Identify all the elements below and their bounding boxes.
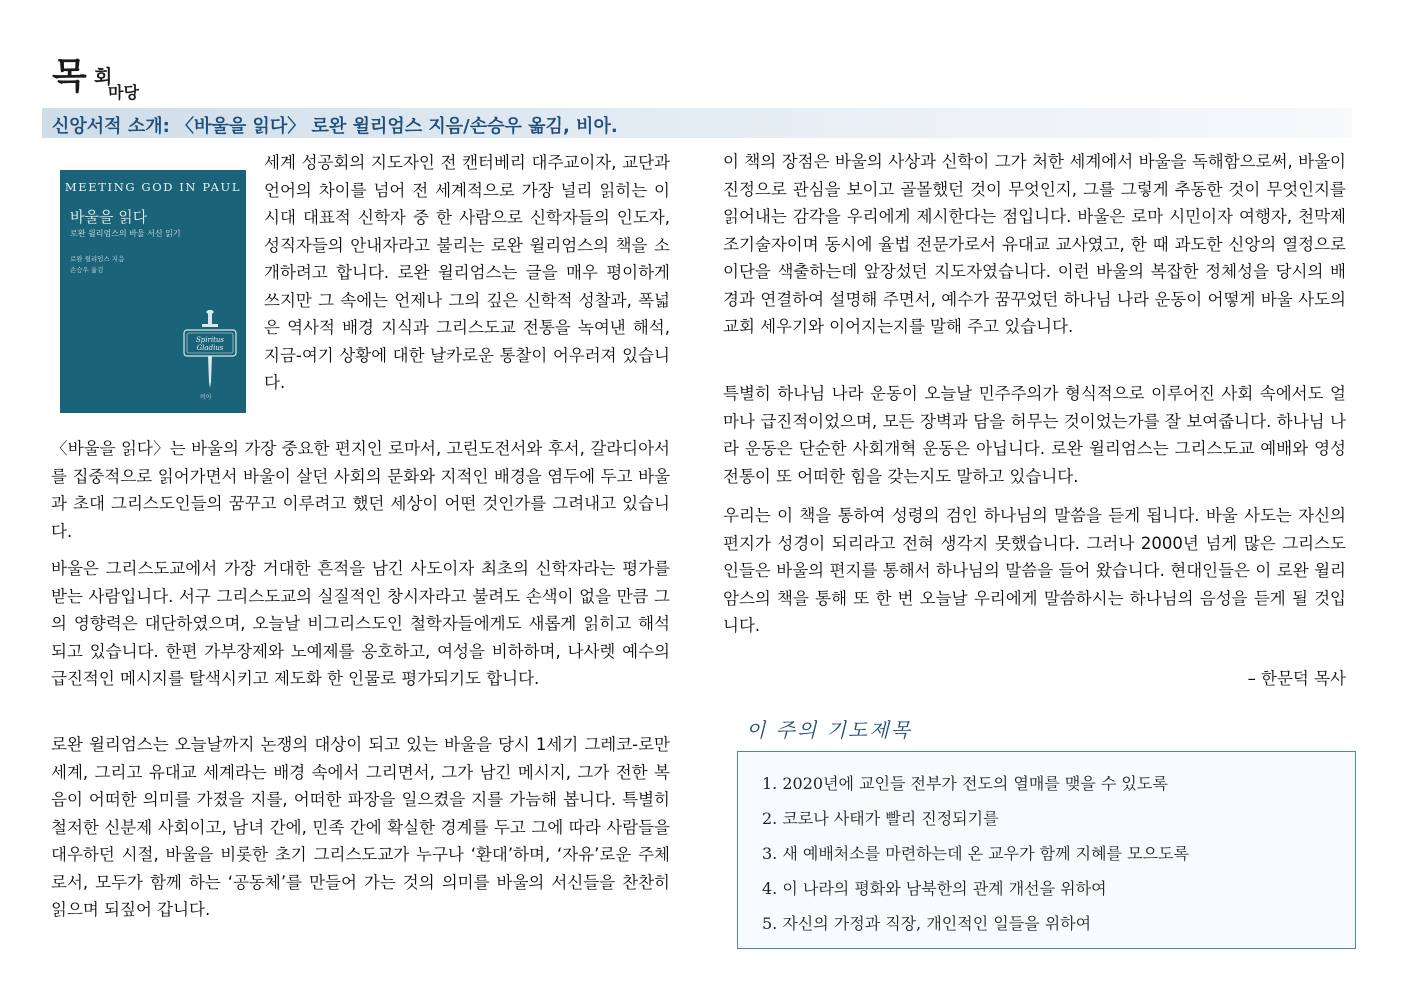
prayer-item: 5. 자신의 가정과 직장, 개인적인 일들을 위하여 xyxy=(762,914,1092,933)
logo-char-hoe: 회 xyxy=(94,66,113,88)
book-cover-title-en: MEETING GOD IN PAUL xyxy=(64,180,242,194)
book-cover-title-ko: 바울을 읽다 xyxy=(70,208,148,226)
emblem-text-spiritus: Spiritus xyxy=(195,336,225,344)
intro-paragraph: 세계 성공회의 지도자인 전 캔터베리 대주교이자, 교단과 언어의 차이를 넘어 전 세계적으로 가장 널리 읽히는 이 시대 대표적 신학자 중 한 사람으로 신학자들의 인도자, 성직자들의 안내자라고 불리는 로완 윌리엄스의 책을 소개하려고 합니다. 로완 윌리엄스는 글을 매우 평이하게 쓰지만 그 속에는 언제나 그의 깊은 신학적 성찰과, 폭넓은 역사적 배경 지식과 그리스도교 전통을 녹여낸 해석, 지금-여기 상황에 대한 날카로운 통찰이 어우러져 있습니다. xyxy=(264,153,670,392)
book-cover-image xyxy=(60,170,246,413)
sword-emblem-icon xyxy=(180,310,240,390)
prayer-item: 3. 새 예배처소를 마련하는데 온 교우가 함께 지혜를 모으도록 xyxy=(762,844,1189,863)
emblem-text-gladius: Gladius xyxy=(196,344,224,352)
right-paragraph-3: 우리는 이 책을 통하여 성령의 검인 하나님의 말씀을 듣게 됩니다. 바울 사도는 자신의 편지가 성경이 되리라고 전혀 생각지 못했습니다. 그러나 2000년 넘게 많은 그리스도인들은 바울의 편지를 통해서 하나님의 말씀을 들어 왔습니다. 현대인들은 이 로완 윌리암스의 책을 통해 또 한 번 오늘날 우리에게 말씀하시는 하나님의 음성을 듣게 될 것입니다. xyxy=(723,506,1346,635)
right-paragraph-1: 이 책의 장점은 바울의 사상과 신학이 그가 처한 세계에서 바울을 독해함으로써, 바울이 진정으로 관심을 보이고 골몰했던 것이 무엇인지, 그를 그렇게 추동한 것이 무엇인지를 읽어내는 감각을 우리에게 제시한다는 점입니다. 바울은 로마 시민이자 여행자, 천막제조기술자이며 동시에 율법 전문가로서 유대교 교사였고, 한 때 과도한 신앙의 열정으로 이단을 색출하는데 앞장섰던 지도자였습니다. 이런 바울의 복잡한 정체성을 당시의 배경과 연결하여 설명해 주면서, 예수가 꿈꾸었던 하나님 나라 운동이 어떻게 바울 사도의 교회 세우기와 이어지는지를 말해 주고 있습니다. xyxy=(723,152,1346,336)
prayer-item: 1. 2020년에 교인들 전부가 전도의 열매를 맺을 수 있도록 xyxy=(762,774,1168,793)
author-signature: – 한문덕 목사 xyxy=(1247,669,1346,688)
book-cover-author: 로완 윌리엄스 지음 xyxy=(70,255,125,263)
book-cover-translator: 손승우 옮김 xyxy=(70,266,104,274)
book-cover-subtitle: 로완 윌리엄스의 바울 서신 읽기 xyxy=(70,229,181,238)
left-paragraph-4: 로완 윌리엄스는 오늘날까지 논쟁의 대상이 되고 있는 바울을 당시 1세기 그레코-로만 세계, 그리고 유대교 세계라는 배경 속에서 그리면서, 그가 남긴 메시지, 그가 전한 복음이 어떠한 의미를 가졌을 지를, 어떠한 파장을 일으켰을 지를 가늠해 봅니다. 특별히 철저한 신분제 사회이고, 남녀 간에, 민족 간에 확실한 경계를 두고 그에 따라 사람들을 대우하던 시절, 바울을 비롯한 초기 그리스도교가 누구나 ‘환대’하며, ‘자유’로운 주체로서, 모두가 함께 하는 ‘공동체’를 만들어 가는 것의 의미를 바울의 서신들을 찬찬히 읽으며 되짚어 갑니다. xyxy=(51,735,670,919)
left-paragraph-2: 〈바울을 읽다〉는 바울의 가장 중요한 편지인 로마서, 고린도전서와 후서, 갈라디아서를 집중적으로 읽어가면서 바울이 살던 사회의 문화와 지적인 배경을 염두에 두고 바울과 초대 그리스도인들의 꿈꾸고 이루려고 했던 세상이 어떤 것인가를 그려내고 있습니다. xyxy=(51,439,670,541)
book-cover-publisher: 비아 xyxy=(200,394,212,401)
prayer-heading: 이 주의 기도제목 xyxy=(746,718,912,742)
newsletter-section-logo xyxy=(50,44,170,104)
logo-madang: 마당 xyxy=(108,83,139,102)
prayer-item: 2. 코로나 사태가 빨리 진정되기를 xyxy=(762,809,999,828)
article-title: 신앙서적 소개: 〈바울을 읽다〉 로완 윌리엄스 지음/손승우 옮김, 비아. xyxy=(52,116,618,137)
article-title-bar xyxy=(42,108,1352,138)
left-paragraph-3: 바울은 그리스도교에서 가장 거대한 흔적을 남긴 사도이자 최초의 신학자라는 평가를 받는 사람입니다. 서구 그리스도교의 실질적인 창시자라고 불려도 손색이 없을 만큼 그의 영향력은 대단하였으며, 오늘날 비그리스도인 철학자들에게도 새롭게 읽히고 해석되고 있습니다. 한편 가부장제와 노예제를 옹호하고, 여성을 비하하며, 나사렛 예수의 급진적인 메시지를 탈색시키고 제도화 한 인물로 평가되기도 합니다. xyxy=(51,559,670,688)
prayer-list xyxy=(762,766,1189,941)
prayer-item: 4. 이 나라의 평화와 남북한의 관계 개선을 위하여 xyxy=(762,879,1107,898)
prayer-box xyxy=(737,751,1356,949)
right-paragraph-2: 특별히 하나님 나라 운동이 오늘날 민주주의가 형식적으로 이루어진 사회 속에서도 얼마나 급진적이었으며, 모든 장벽과 담을 허무는 것이었는가를 잘 보여줍니다. 하나님 나라 운동은 단순한 사회개혁 운동은 아닙니다. 로완 윌리엄스는 그리스도교 예배와 영성 전통이 또 어떠한 힘을 갖는지도 말하고 있습니다. xyxy=(723,384,1346,486)
logo-char-mok: 목 xyxy=(52,55,86,97)
